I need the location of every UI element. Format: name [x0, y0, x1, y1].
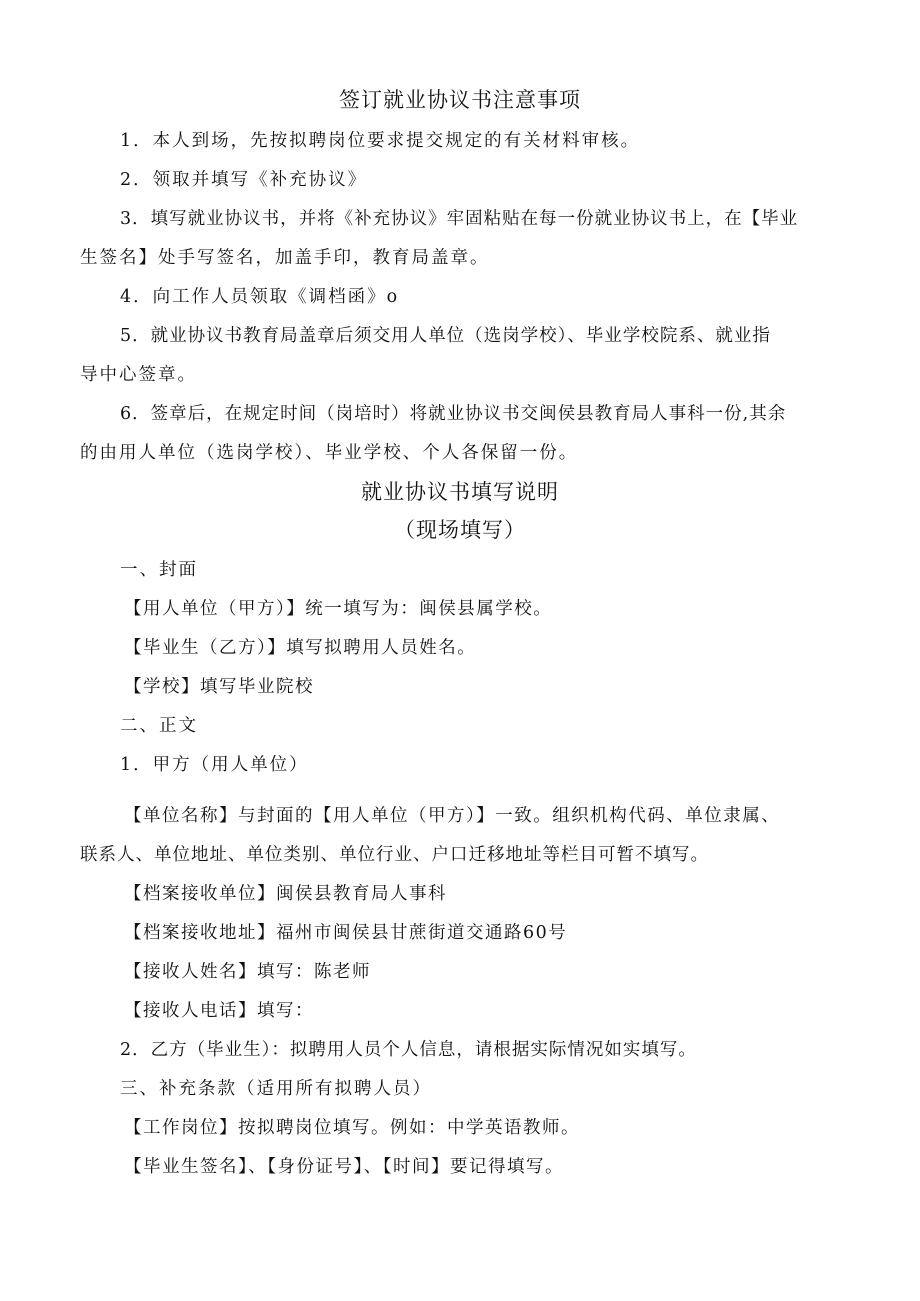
- section-2-heading: 二、正文: [120, 716, 198, 736]
- notice-item-6-line-1: 6．签章后，在规定时间（岗培时）将就业协议书交闽侯县教育局人事科一份,其余: [120, 404, 787, 424]
- instructions-title: 就业协议书填写说明: [361, 480, 559, 504]
- notice-item-5-line-1: 5．就业协议书教育局盖章后须交用人单位（选岗学校）、毕业学校院系、就业指: [120, 326, 771, 346]
- section-1-heading: 一、封面: [120, 560, 198, 580]
- receiver-phone: 【接收人电话】填写：: [124, 1001, 314, 1021]
- archive-address: 【档案接收地址】福州市闽侯县甘蔗街道交通路60号: [124, 923, 568, 943]
- cover-employer: 【用人单位（甲方）】统一填写为：闽侯县属学校。: [124, 599, 553, 619]
- instructions-subtitle: （现场填写）: [394, 518, 526, 542]
- notice-item-1: 1．本人到场，先按拟聘岗位要求提交规定的有关材料审核。: [120, 131, 641, 151]
- receiver-name: 【接收人姓名】填写：陈老师: [124, 962, 371, 982]
- notice-item-5-line-2: 导中心签章。: [80, 365, 197, 385]
- signature-note: 【毕业生签名】、【身份证号】、【时间】要记得填写。: [124, 1157, 564, 1177]
- archive-unit: 【档案接收单位】闽侯县教育局人事科: [124, 884, 447, 904]
- unit-name-line-2: 联系人、单位地址、单位类别、单位行业、户口迁移地址等栏目可暂不填写。: [80, 845, 709, 865]
- party-b: 2．乙方（毕业生）：拟聘用人员个人信息，请根据实际情况如实填写。: [120, 1040, 697, 1060]
- notice-item-3-line-2: 生签名】处手写签名，加盖手印，教育局盖章。: [80, 248, 490, 268]
- notice-title: 签订就业协议书注意事项: [339, 88, 581, 112]
- notice-item-4: 4．向工作人员领取《调档函》o: [120, 287, 400, 307]
- section-3-heading: 三、补充条款（适用所有拟聘人员）: [120, 1079, 432, 1099]
- job-position: 【工作岗位】按拟聘岗位填写。例如：中学英语教师。: [124, 1118, 580, 1138]
- notice-item-6-line-2: 的由用人单位（选岗学校）、毕业学校、个人各保留一份。: [80, 443, 579, 463]
- notice-item-2: 2．领取并填写《补充协议》: [120, 170, 368, 190]
- notice-item-3-line-1: 3．填写就业协议书，并将《补充协议》牢固粘贴在每一份就业协议书上，在【毕业: [120, 209, 799, 229]
- cover-school: 【学校】填写毕业院校: [124, 677, 314, 697]
- cover-graduate: 【毕业生（乙方）】填写拟聘用人员姓名。: [124, 638, 477, 658]
- unit-name-line-1: 【单位名称】与封面的【用人单位（甲方）】一致。组织机构代码、单位隶属、: [124, 806, 781, 826]
- party-a-heading: 1．甲方（用人单位）: [120, 755, 309, 775]
